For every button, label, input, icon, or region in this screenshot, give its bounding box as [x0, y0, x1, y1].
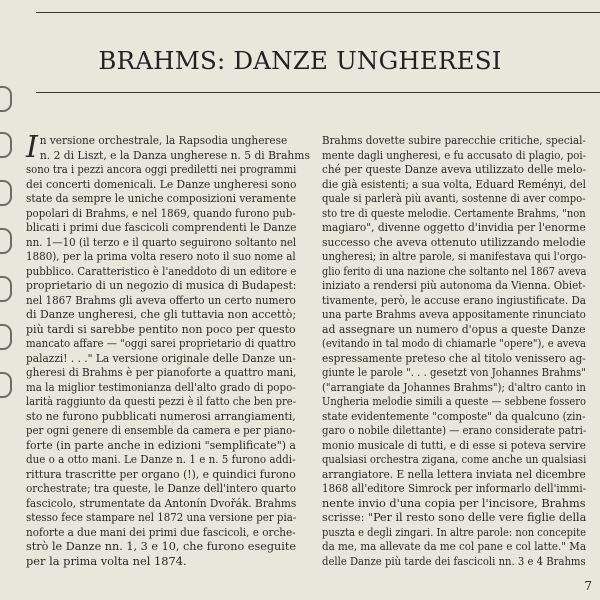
text-line: state evidentemente "composte" da qualcuno (zin-: [322, 408, 586, 423]
text-line: stesso fece stampare nel 1872 una versione per pia-: [26, 510, 297, 524]
left-column-lines: [26, 147, 310, 569]
text-line: delle Danze più tarde dei fascicoli nn. 3 e 4 Brahms: [322, 553, 586, 568]
text-line: orchestrate; tra queste, le Danze dell'intero quarto: [26, 481, 296, 495]
text-line: sto tre di queste melodie. Certamente Brahms, "non: [322, 205, 586, 220]
text-line: nente invio d'una copia per l'incisore, Brahms: [322, 495, 586, 510]
text-line: noforte a due mani dei primi due fascicoli, e orche-: [26, 524, 296, 539]
text-line: nn. 1—10 (il terzo e il quarto seguirono soltanto nel: [26, 234, 297, 249]
text-line: ("arrangiate da Johannes Brahms"); d'altro canto in: [322, 379, 586, 394]
text-line: arrangiatore. E nella lettera inviata nel dicembre: [322, 466, 586, 481]
text-line: ché per queste Danze aveva utilizzato delle melo-: [322, 162, 587, 176]
drop-cap: I: [26, 130, 38, 165]
text-line: sono tra i pezzi ancora oggi prediletti nei programmi: [26, 162, 297, 176]
text-line: pubblico. Caratteristico è l'aneddoto di un editore e: [26, 263, 297, 278]
text-line: puszta e degli zingari. In altre parole: non concepite: [322, 524, 587, 539]
text-line: popolari di Brahms, e nel 1869, quando furono pub-: [26, 205, 296, 220]
text-line: glio ferito di una nazione che soltanto nel 1867 aveva: [322, 263, 587, 278]
text-line: blicati i primi due fascicoli comprendenti le Danze: [26, 220, 297, 234]
text-line: ad assegnare un numero d'opus a queste Danze: [322, 321, 586, 336]
text-line: Ungheria melodie simili a queste — sebbene fossero: [322, 394, 586, 408]
text-line: forte (in parte anche in edizioni "semplificate") a: [26, 437, 296, 452]
left-column: [26, 130, 310, 568]
text-line: da me, ma allevate da me col pane e col latte." Ma: [322, 539, 586, 553]
title-rule: [36, 92, 600, 93]
text-line: mancato affare — "oggi sarei proprietario di quattro: [26, 336, 296, 350]
text-line: nel 1867 Brahms gli aveva offerto un certo numero: [26, 292, 296, 307]
text-line: proprietario di un negozio di musica di Budapest:: [26, 278, 297, 292]
text-line: qualsiasi orchestra zigana, come anche un qualsiasi: [322, 452, 587, 466]
text-line: magiaro", divenne oggetto d'invidia per l'enorme: [322, 220, 586, 234]
text-line: larità raggiunto da questi pezzi è il fatto che ben pre-: [26, 394, 297, 408]
page-title: BRAHMS: DANZE UNGHERESI: [98, 46, 502, 75]
text-line: (evitando in tal modo di chiamarle "opere"), e aveva: [322, 336, 586, 350]
text-line: monio musicale di tutti, e di esse si poteva servire: [322, 437, 586, 452]
text-line: per ogni genere di ensemble da camera e per piano-: [26, 423, 296, 437]
text-line: per la prima volta nel 1874.: [26, 553, 187, 568]
text-line: scrisse: "Per il resto sono delle vere figlie della: [322, 510, 587, 524]
text-line: n versione orchestrale, la Rapsodia ungherese: [39, 133, 288, 147]
text-line: n. 2 di Liszt, e la Danza ungherese n. 5 di Brahms: [39, 147, 310, 162]
text-line: di Danze ungheresi, che gli tuttavia non accettò;: [26, 307, 297, 321]
text-line: state da sempre le uniche composizioni veramente: [26, 191, 297, 205]
text-line: dei concerti domenicali. Le Danze ungheresi sono: [26, 176, 297, 191]
text-line: ma la miglior testimonianza dell'alto grado di popo-: [26, 379, 296, 394]
text-line: 1868 all'editore Simrock per informarlo dell'immi-: [322, 481, 587, 495]
text-line: gheresi di Brahms è per pianoforte a quattro mani,: [26, 365, 297, 379]
text-line: due o a otto mani. Le Danze n. 1 e n. 5 furono addi-: [26, 452, 296, 466]
text-line: garo o nobile dilettante) — erano considerate patri-: [322, 423, 587, 437]
right-column: [322, 133, 586, 568]
text-line: iniziato a rendersi più autonoma da Vienna. Obiet-: [322, 278, 586, 292]
text-line: die già esistenti; a sua volta, Eduard Reményi, del: [322, 176, 586, 191]
top-rule: [36, 12, 600, 13]
text-line: giunte le parole ". . . gesetzt von Johannes Brahms": [322, 365, 586, 379]
text-line: una parte Brahms aveva appositamente rinunciato: [322, 307, 586, 321]
text-line: Brahms dovette subire parecchie critiche, special-: [322, 133, 586, 147]
text-line: fascicolo, strumentate da Antonín Dvořák. Brahms: [26, 495, 297, 510]
spiral-binding: [0, 86, 12, 406]
text-line: più tardi si sarebbe pentito non poco per questo: [26, 321, 296, 336]
text-line: mente dagli ungheresi, e fu accusato di plagio, poi-: [322, 147, 587, 162]
text-line: successo che aveva ottenuto utilizzando melodie: [322, 234, 586, 249]
text-line: tivamente, però, le accuse erano ingiustificate. Da: [322, 292, 586, 307]
text-line: palazzi! . . ." La versione originale delle Danze un-: [26, 350, 296, 365]
right-column-lines: [322, 133, 586, 568]
text-line: espressamente preteso che al titolo venissero ag-: [322, 350, 586, 365]
text-line: sto ne furono pubblicati numerosi arrangiamenti,: [26, 408, 296, 423]
page-number: 7: [584, 579, 592, 593]
text-line: ungheresi; in altre parole, si manifestava qui l'orgo-: [322, 249, 587, 263]
text-line: 1880), per la prima volta resero noto il suo nome al: [26, 249, 296, 263]
text-line: quale si parlerà più avanti, sostenne di aver compo-: [322, 191, 586, 205]
text-line: strò le Danze nn. 1, 3 e 10, che furono eseguite: [26, 539, 297, 553]
text-line: rittura trascritte per organo (!), e quindici furono: [26, 466, 296, 481]
